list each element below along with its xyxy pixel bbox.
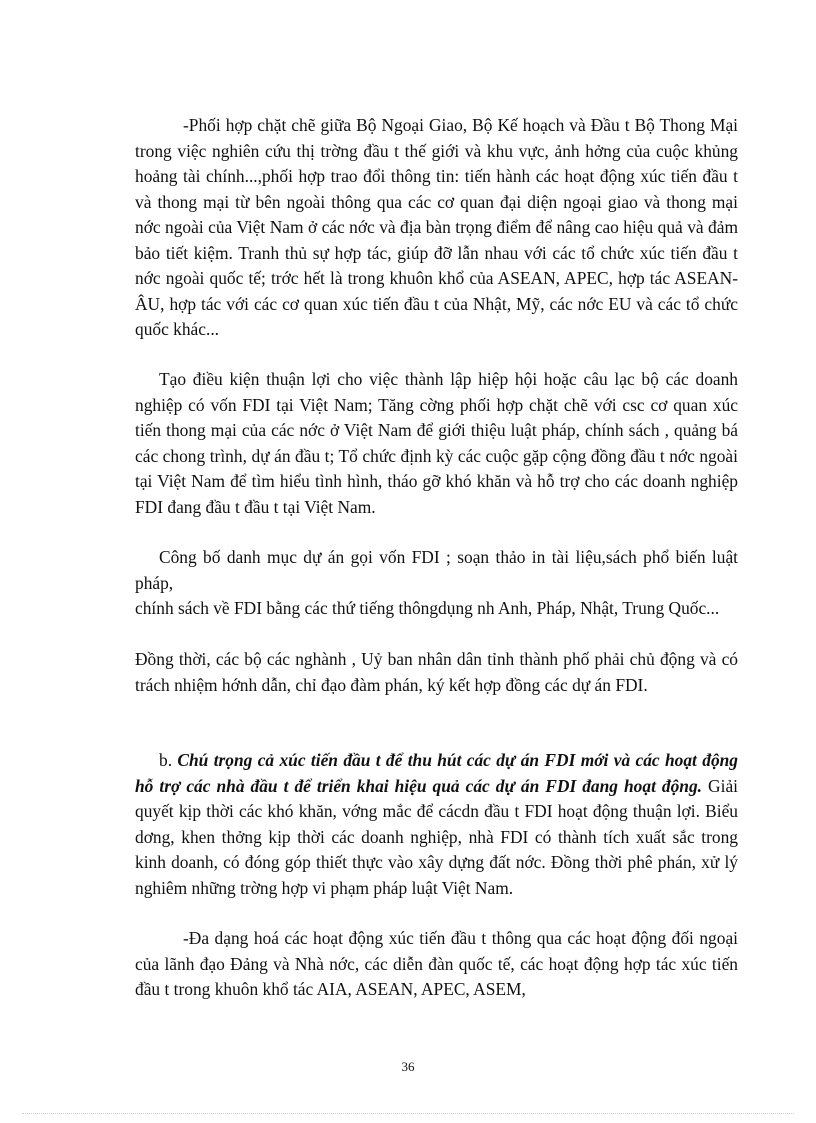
paragraph-section-b <box>135 748 738 901</box>
paragraph-project-list: Công bố danh mục dự án gọi vốn FDI ; soạn thảo in tài liệu,sách phổ biến luật pháp, <box>135 547 738 593</box>
page-number: 36 <box>401 1059 415 1074</box>
section-b-body: Giải quyết kịp thời các khó khăn, vớng mắc để cácdn đầu t FDI hoạt động thuận lợi. Biểu dơng, khen thởng kịp thời các doanh nghiệp, nhà FDI có thành tích xuất sắc trong kinh doanh, có đóng góp thiết thực vào xây dựng đất nớc. Đồng thời phê phán, xử lý nghiêm những trờng hợp vi phạm pháp luật Việt Nam. <box>135 775 738 898</box>
section-b-label: b. <box>159 750 178 770</box>
paragraph-ministries: Đồng thời, các bộ các nghành , Uỷ ban nhân dân tỉnh thành phố phải chủ động và có trách nhiệm hớnh dẫn, chỉ đạo đàm phán, ký kết hợp đồng các dự án FDI. <box>135 649 738 695</box>
paragraph-policy-languages: chính sách về FDI bằng các thứ tiếng thôngdụng nh Anh, Pháp, Nhật, Trung Quốc... <box>135 598 720 618</box>
section-b-heading: Chú trọng cả xúc tiến đầu t để thu hút các dự án FDI mới và các hoạt động hỗ trợ các nhà đầu t để triển khai hiệu quả các dự án FDI đang hoạt động. <box>135 750 739 796</box>
paragraph-coordination: -Phối hợp chặt chẽ giữa Bộ Ngoại Giao, Bộ Kế hoạch và Đầu t Bộ Thong Mại trong việc nghiên cứu thị trờng đầu t thế giới và khu vực, ảnh hởng của cuộc khủng hoảng tài chính...,phối hợp trao đổi thông tin: tiến hành các hoạt động xúc tiến đầu t và thong mại từ bên ngoài thông qua các cơ quan đại diện ngoại giao và thong mại nớc ngoài của Việt Nam ở các nớc và địa bàn trọng điểm để nâng cao hiệu quả và đảm bảo tiết kiệm. Tranh thủ sự hợp tác, giúp đỡ lẫn nhau với các tổ chức xúc tiến đầu t nớc ngoài quốc tế; trớc hết là trong khuôn khổ của ASEAN, APEC, hợp tác ASEAN-ÂU, hợp tác với các cơ quan xúc tiến đầu t của Nhật, Mỹ, các nớc EU và các tổ chức quốc khác... <box>135 115 738 339</box>
page-bottom-divider <box>22 1113 794 1114</box>
paragraph-diversify: -Đa dạng hoá các hoạt động xúc tiến đầu t thông qua các hoạt động đối ngoại của lãnh đạo Đảng và Nhà nớc, các diễn đàn quốc tế, các hoạt động hợp tác xúc tiến đầu t trong khuôn khổ tác AIA, ASEAN, APEC, ASEM, <box>135 928 738 999</box>
paragraph-fdi-association: Tạo điều kiện thuận lợi cho việc thành lập hiệp hội hoặc câu lạc bộ các doanh nghiệp có vốn FDI tại Việt Nam; Tăng cờng phối hợp chặt chẽ với csc cơ quan xúc tiến thong mại của các nớc ở Việt Nam để giới thiệu luật pháp, chính sách , quảng bá các chong trình, dự án đầu t; Tổ chức định kỳ các cuộc gặp cộng đồng đầu t nớc ngoài tại Việt Nam để tìm hiểu tình hình, tháo gỡ khó khăn và hỗ trợ cho các doanh nghiệp FDI đang đầu t đầu t tại Việt Nam. <box>135 369 738 517</box>
